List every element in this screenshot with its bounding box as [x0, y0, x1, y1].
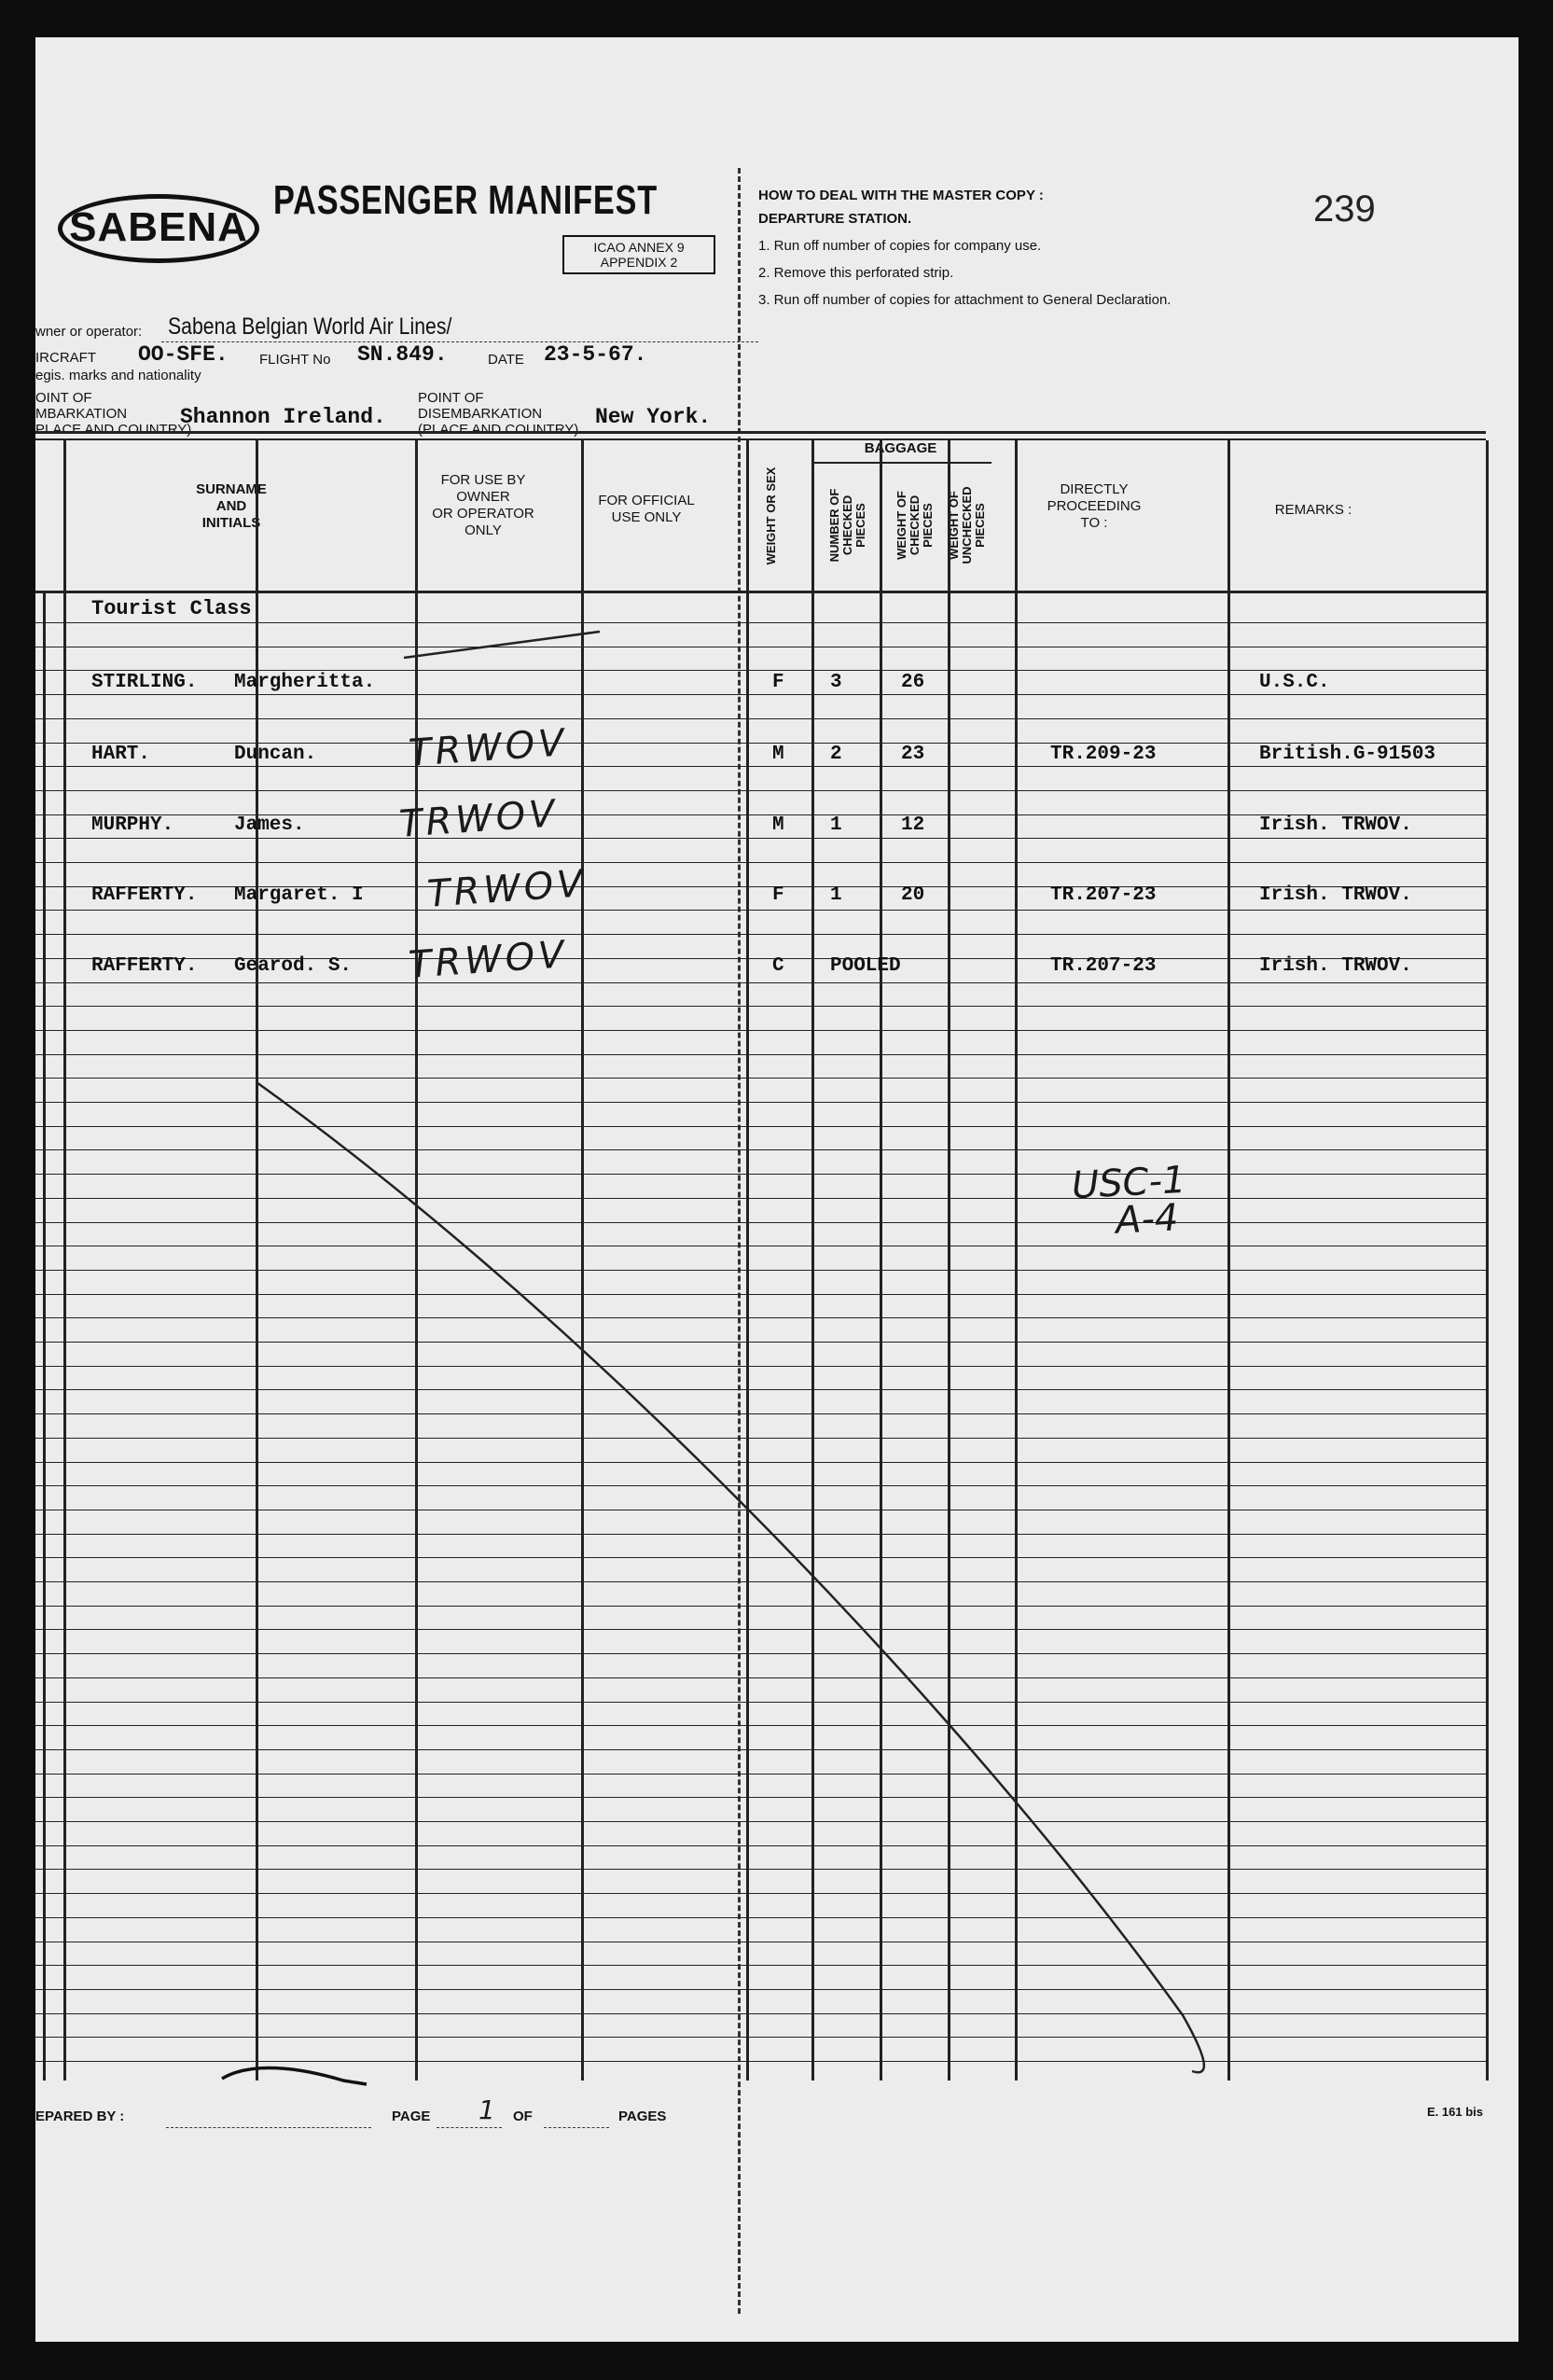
pax-surname: HART. [91, 744, 151, 765]
col-weight-checked-1: WEIGHT OF [894, 491, 908, 560]
pax-pieces: POOLED [830, 955, 901, 977]
regis-label: egis. marks and nationality [35, 368, 201, 383]
page-number: 239 [1313, 188, 1376, 230]
pax-surname: MURPHY. [91, 814, 174, 836]
annotation-line-1: USC-1 [1070, 1158, 1187, 1208]
aircraft-label: IRCRAFT [35, 350, 96, 366]
aircraft-value: OO-SFE. [138, 342, 229, 367]
date-value: 23-5-67. [544, 342, 647, 367]
pax-stamp: TRWOV [397, 792, 561, 846]
embark-label-1: OINT OF [35, 390, 92, 406]
flight-value: SN.849. [357, 342, 448, 367]
date-label: DATE [488, 352, 524, 368]
icao-line-1: ICAO ANNEX 9 [593, 240, 685, 255]
pax-pieces: 1 [830, 814, 842, 836]
pax-given: Margheritta. [234, 672, 376, 693]
flight-label: FLIGHT No [259, 352, 331, 368]
pax-pieces: 3 [830, 672, 842, 693]
operator-value: Sabena Belgian World Air Lines/ [168, 313, 452, 340]
col-proceeding-2: PROCEEDING [1047, 498, 1142, 514]
manifest-page [35, 37, 1518, 2342]
pax-proceeding: TR.207-23 [1050, 955, 1157, 977]
pages-label: PAGES [618, 2109, 667, 2124]
instruction-3: 3. Run off number of copies for attachment to General Declaration. [758, 292, 1172, 308]
pax-given: James. [234, 814, 305, 836]
disembark-label-2: DISEMBARKATION [418, 406, 543, 422]
pax-surname: STIRLING. [91, 672, 198, 693]
embark-label-2: MBARKATION [35, 406, 128, 422]
disembark-label-3: (PLACE AND COUNTRY) [418, 422, 579, 438]
pax-given: Gearod. S. [234, 955, 353, 977]
col-weight-checked-3: PIECES [921, 503, 935, 548]
page-value: 1 [478, 2095, 495, 2125]
col-baggage: BAGGAGE [864, 440, 937, 456]
pax-remarks: Irish. TRWOV. [1259, 814, 1412, 836]
pax-sex: F [772, 884, 784, 906]
pax-sex: C [772, 955, 784, 977]
col-surname-2: AND [215, 498, 247, 514]
pax-sex: M [772, 744, 784, 765]
col-weight-unchecked-1: WEIGHT OF [947, 491, 961, 560]
col-weight-sex: WEIGHT OR SEX [764, 466, 778, 565]
pax-given: Margaret. I [234, 884, 364, 906]
signature-mark [222, 2067, 367, 2084]
col-weight-checked-2: CHECKED [908, 494, 922, 556]
pax-proceeding: TR.209-23 [1050, 744, 1157, 765]
operator-label: wner or operator: [35, 324, 143, 340]
pax-stamp: TRWOV [407, 721, 570, 775]
sabena-logo: SABENA [58, 194, 259, 263]
pax-given: Duncan. [234, 744, 317, 765]
icao-line-2: APPENDIX 2 [600, 255, 678, 270]
col-official-1: FOR OFFICIAL [598, 493, 695, 508]
pax-pieces: 1 [830, 884, 842, 906]
instructions-title: HOW TO DEAL WITH THE MASTER COPY : [758, 188, 1044, 203]
col-owner-1: FOR USE BY [440, 472, 526, 488]
col-surname-1: SURNAME [196, 481, 267, 497]
pax-remarks: U.S.C. [1259, 672, 1330, 693]
pax-pieces: 2 [830, 744, 842, 765]
col-surname-3: INITIALS [201, 515, 261, 531]
embarkation-value: Shannon Ireland. [180, 405, 386, 429]
pax-stamp: TRWOV [407, 933, 570, 987]
of-label: OF [513, 2109, 533, 2124]
col-owner-4: ONLY [465, 522, 502, 538]
pax-stamp: TRWOV [425, 862, 589, 916]
pax-weight: 23 [901, 744, 925, 765]
pax-sex: F [772, 672, 784, 693]
pax-weight: 20 [901, 884, 925, 906]
col-owner-3: OR OPERATOR [432, 506, 534, 522]
pax-surname: RAFFERTY. [91, 884, 198, 906]
prepared-by-label: EPARED BY : [35, 2109, 125, 2124]
annotation-line-2: A-4 [1114, 1196, 1180, 1243]
form-code: E. 161 bis [1427, 2105, 1483, 2119]
pax-surname: RAFFERTY. [91, 955, 198, 977]
col-weight-unchecked-2: UNCHECKED [960, 486, 974, 564]
instructions-sub: DEPARTURE STATION. [758, 211, 912, 227]
col-owner-2: OWNER [456, 489, 510, 505]
col-num-checked-3: PIECES [853, 503, 867, 548]
col-remarks: REMARKS : [1274, 502, 1352, 518]
page-label: PAGE [392, 2109, 431, 2124]
embark-label-3: PLACE AND COUNTRY) [35, 422, 192, 438]
pax-sex: M [772, 814, 784, 836]
pax-proceeding: TR.207-23 [1050, 884, 1157, 906]
disembark-label-1: POINT OF [418, 390, 484, 406]
col-proceeding-1: DIRECTLY [1060, 481, 1129, 497]
instruction-1: 1. Run off number of copies for company use. [758, 238, 1042, 254]
cancel-line [35, 37, 1518, 2342]
pax-weight: 26 [901, 672, 925, 693]
pax-remarks: Irish. TRWOV. [1259, 955, 1412, 977]
pax-remarks: Irish. TRWOV. [1259, 884, 1412, 906]
col-weight-unchecked-3: PIECES [973, 503, 987, 548]
pax-weight: 12 [901, 814, 925, 836]
col-proceeding-3: TO : [1080, 515, 1108, 531]
col-num-checked-1: NUMBER OF [827, 488, 841, 563]
class-label: Tourist Class [91, 597, 252, 620]
disembarkation-value: New York. [595, 405, 712, 429]
col-num-checked-2: CHECKED [840, 494, 854, 556]
strike-line [404, 632, 600, 658]
page-title: PASSENGER MANIFEST [273, 177, 658, 223]
instruction-2: 2. Remove this perforated strip. [758, 265, 954, 281]
pax-remarks: British.G-91503 [1259, 744, 1436, 765]
col-official-2: USE ONLY [611, 509, 682, 525]
